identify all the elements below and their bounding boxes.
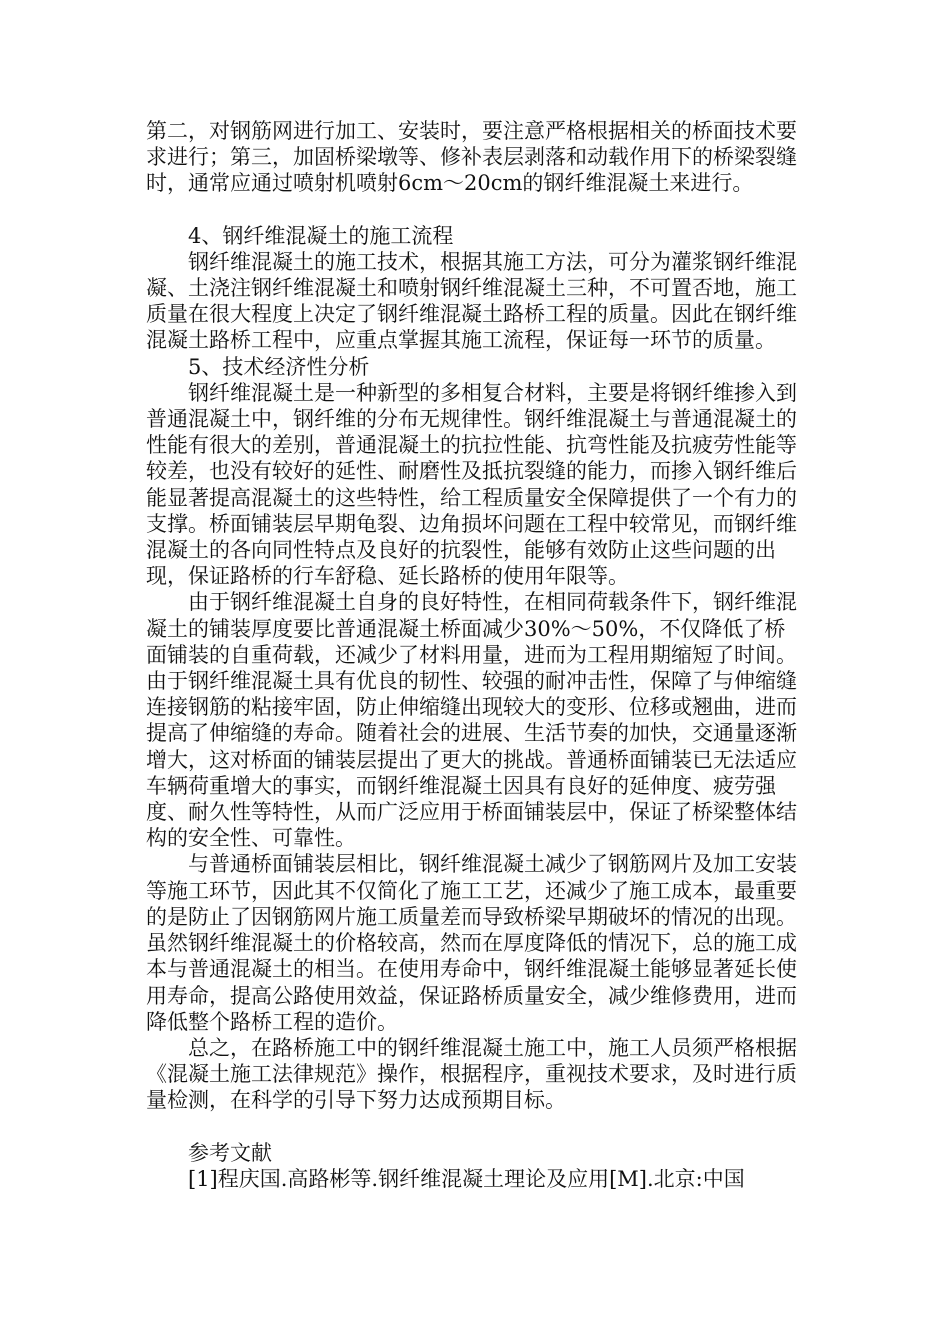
section-5-paragraph-2: 由于钢纤维混凝土自身的良好特性，在相同荷载条件下，钢纤维混凝土的铺装厚度要比普通混凝土桥面减少30%～50%，不仅降低了桥面铺装的自重荷载，还减少了材料用量，进而为工程用期缩短了时间。由于钢纤维混凝土具有优良的韧性、较强的耐冲击性，保障了与伸缩缝连接钢筋的粘接牢固，防止伸缩缝出现较大的变形、位移或翘曲，进而提高了伸缩缝的寿命。随着社会的进展、生活节奏的加快，交通量逐渐增大，这对桥面的铺装层提出了更大的挑战。普通桥面铺装已无法适应车辆荷重增大的事实，而钢纤维混凝土因具有良好的延伸度、疲劳强度、耐久性等特性，从而广泛应用于桥面铺装层中，保证了桥梁整体结构的安全性、可靠性。	[146, 590, 797, 851]
reference-item: [1]程庆国.高路彬等.钢纤维混凝土理论及应用[M].北京:中国	[188, 1166, 745, 1191]
continued-paragraph: 第二，对钢筋网进行加工、安装时，要注意严格根据相关的桥面技术要求进行；第三，加固桥梁墩等、修补表层剥落和动载作用下的桥梁裂缝时，通常应通过喷射机喷射6cm～20cm的钢纤维混凝土来进行。	[146, 119, 797, 196]
document-page	[146, 118, 806, 1192]
section-4-paragraph: 钢纤维混凝土的施工技术，根据其施工方法，可分为灌浆钢纤维混凝、土浇注钢纤维混凝土和喷射钢纤维混凝土三种，不可置否地，施工质量在很大程度上决定了钢纤维混凝土路桥工程的质量。因此在钢纤维混凝土路桥工程中，应重点掌握其施工流程，保证每一环节的质量。	[146, 249, 797, 353]
section-5-heading: 5、技术经济性分析	[188, 354, 370, 379]
conclusion-paragraph: 总之，在路桥施工中的钢纤维混凝土施工中，施工人员须严格根据《混凝土施工法律规范》操作，根据程序，重视技术要求，及时进行质量检测，在科学的引导下努力达成预期目标。	[146, 1035, 797, 1113]
section-5-paragraph-3: 与普通桥面铺装层相比，钢纤维混凝土减少了钢筋网片及加工安装等施工环节，因此其不仅简化了施工工艺，还减少了施工成本，最重要的是防止了因钢筋网片施工质量差而导致桥梁早期破坏的情况的出现。虽然钢纤维混凝土的价格较高，然而在厚度降低的情况下，总的施工成本与普通混凝土的相当。在使用寿命中，钢纤维混凝土能够显著延长使用寿命，提高公路使用效益，保证路桥质量安全，减少维修费用，进而降低整个路桥工程的造价。	[146, 852, 797, 1034]
section-4-heading: 4、钢纤维混凝土的施工流程	[188, 223, 454, 248]
section-5-paragraph-1: 钢纤维混凝土是一种新型的多相复合材料，主要是将钢纤维掺入到普通混凝土中，钢纤维的分布无规律性。钢纤维混凝土与普通混凝土的性能有很大的差别，普通混凝土的抗拉性能、抗弯性能及抗疲劳性能等较差，也没有较好的延性、耐磨性及抵抗裂缝的能力，而掺入钢纤维后能显著提高混凝土的这些特性，给工程质量安全保障提供了一个有力的支撑。桥面铺装层早期龟裂、边角损坏问题在工程中较常见，而钢纤维混凝土的各向同性特点及良好的抗裂性，能够有效防止这些问题的出现，保证路桥的行车舒稳、延长路桥的使用年限等。	[146, 380, 797, 589]
references-heading: 参考文献	[188, 1140, 272, 1165]
